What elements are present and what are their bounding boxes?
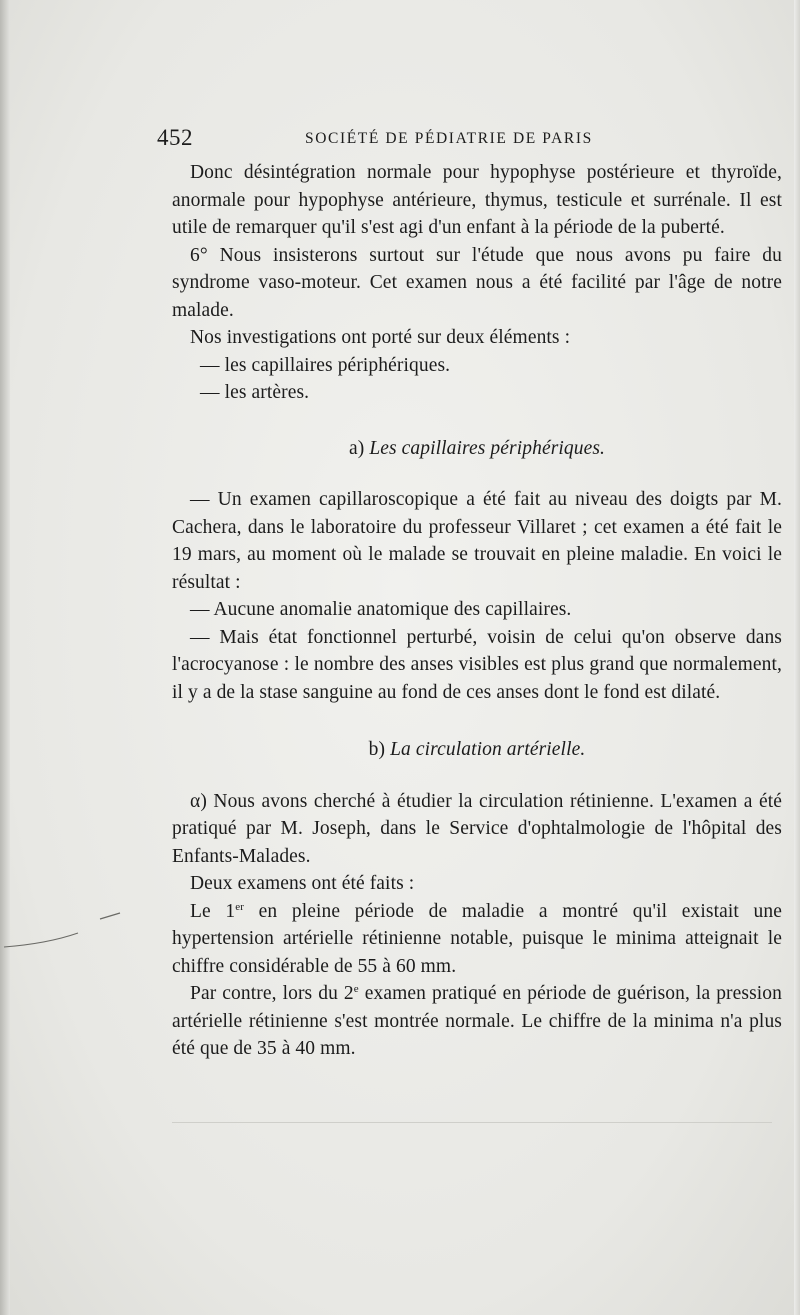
second-examen-start: Par contre, lors du 2 (190, 983, 354, 1004)
page-number: 452 (157, 125, 193, 150)
second-examen-rest: examen pratiqué en période de guérison, la pression artérielle rétinienne s'est montrée normale. Le chiffre de la minima n'a plus été que de 35 à 40 mm. (172, 983, 782, 1059)
list-item-capillaires: — les capillaires périphériques. (200, 354, 451, 376)
paragraph-aucune-anomalie: — Aucune anomalie anatomique des capillaires. (190, 599, 572, 620)
paragraph-desintegration: Donc désintégration normale pour hypophyse postérieure et thyroïde, anormale pour hypophyse antérieure, thymus, testicule et surrénale. Il est utile de remarquer qu'il s'est agi d'un enfant à la période de la puberté. (172, 162, 782, 238)
list-item-arteres: — les artères. (200, 382, 310, 403)
paragraph-capillaroscopie: — Un examen capillaroscopique a été fait au niveau des doigts par M. Cachera, dans le laboratoire du professeur Villaret ; cet examen a été fait le 19 mars, au moment où le malade se trouvait en pleine maladie. En voici le résultat : (172, 489, 782, 593)
paragraph-investigations: Nos investigations ont porté sur deux éléments : (190, 327, 571, 348)
page-spine-shadow (0, 0, 10, 1315)
margin-pencil-mark (0, 905, 130, 955)
paragraph-deux-examens: Deux examens ont été faits : (190, 873, 415, 894)
section-heading-circulation (172, 736, 782, 764)
second-examen-sup: e (353, 983, 359, 995)
premier-examen-rest: en pleine période de maladie a montré qu'il existait une hypertension artérielle rétinienne notable, puisque le minima atteignait le chiffre considérable de 55 à 60 mm. (172, 900, 782, 977)
section-heading-a-prefix: a) (348, 437, 365, 459)
paragraph-etat-fonctionnel: — Mais état fonctionnel perturbé, voisin de celui qu'on observe dans l'acrocyanose : le nombre des anses visibles est plus grand que normalement, il y a de la stase sanguine au fond de ces anses dont le fond est dilaté. (172, 626, 782, 703)
running-head: SOCIÉTÉ DE PÉDIATRIE DE PARIS (305, 130, 593, 147)
paragraph-circulation-retinienne: α) Nous avons cherché à étudier la circulation rétinienne. L'examen a été pratiqué par M. Joseph, dans le Service d'ophtalmologie de l'hôpital des Enfants-Malades. (172, 790, 782, 867)
paragraph-syndrome-vaso-moteur: 6° Nous insisterons surtout sur l'étude que nous avons pu faire du syndrome vaso-moteur. Cet examen nous a été facilité par l'âge de notre malade. (172, 244, 782, 321)
section-heading-b-title: La circulation artérielle. (390, 739, 586, 760)
page-edge-shadow (794, 0, 800, 1315)
page-header (157, 125, 777, 155)
premier-examen-start: Le 1 (190, 900, 236, 922)
section-heading-a-title: Les capillaires périphériques. (369, 437, 606, 459)
paragraph-second-examen (172, 980, 782, 1063)
bottom-rule (172, 1122, 772, 1123)
section-heading-b-prefix: b) (368, 739, 386, 760)
paragraph-premier-examen (172, 898, 782, 981)
section-heading-capillaires (172, 435, 782, 463)
premier-examen-sup: er (235, 900, 245, 913)
body-text (172, 159, 782, 1063)
